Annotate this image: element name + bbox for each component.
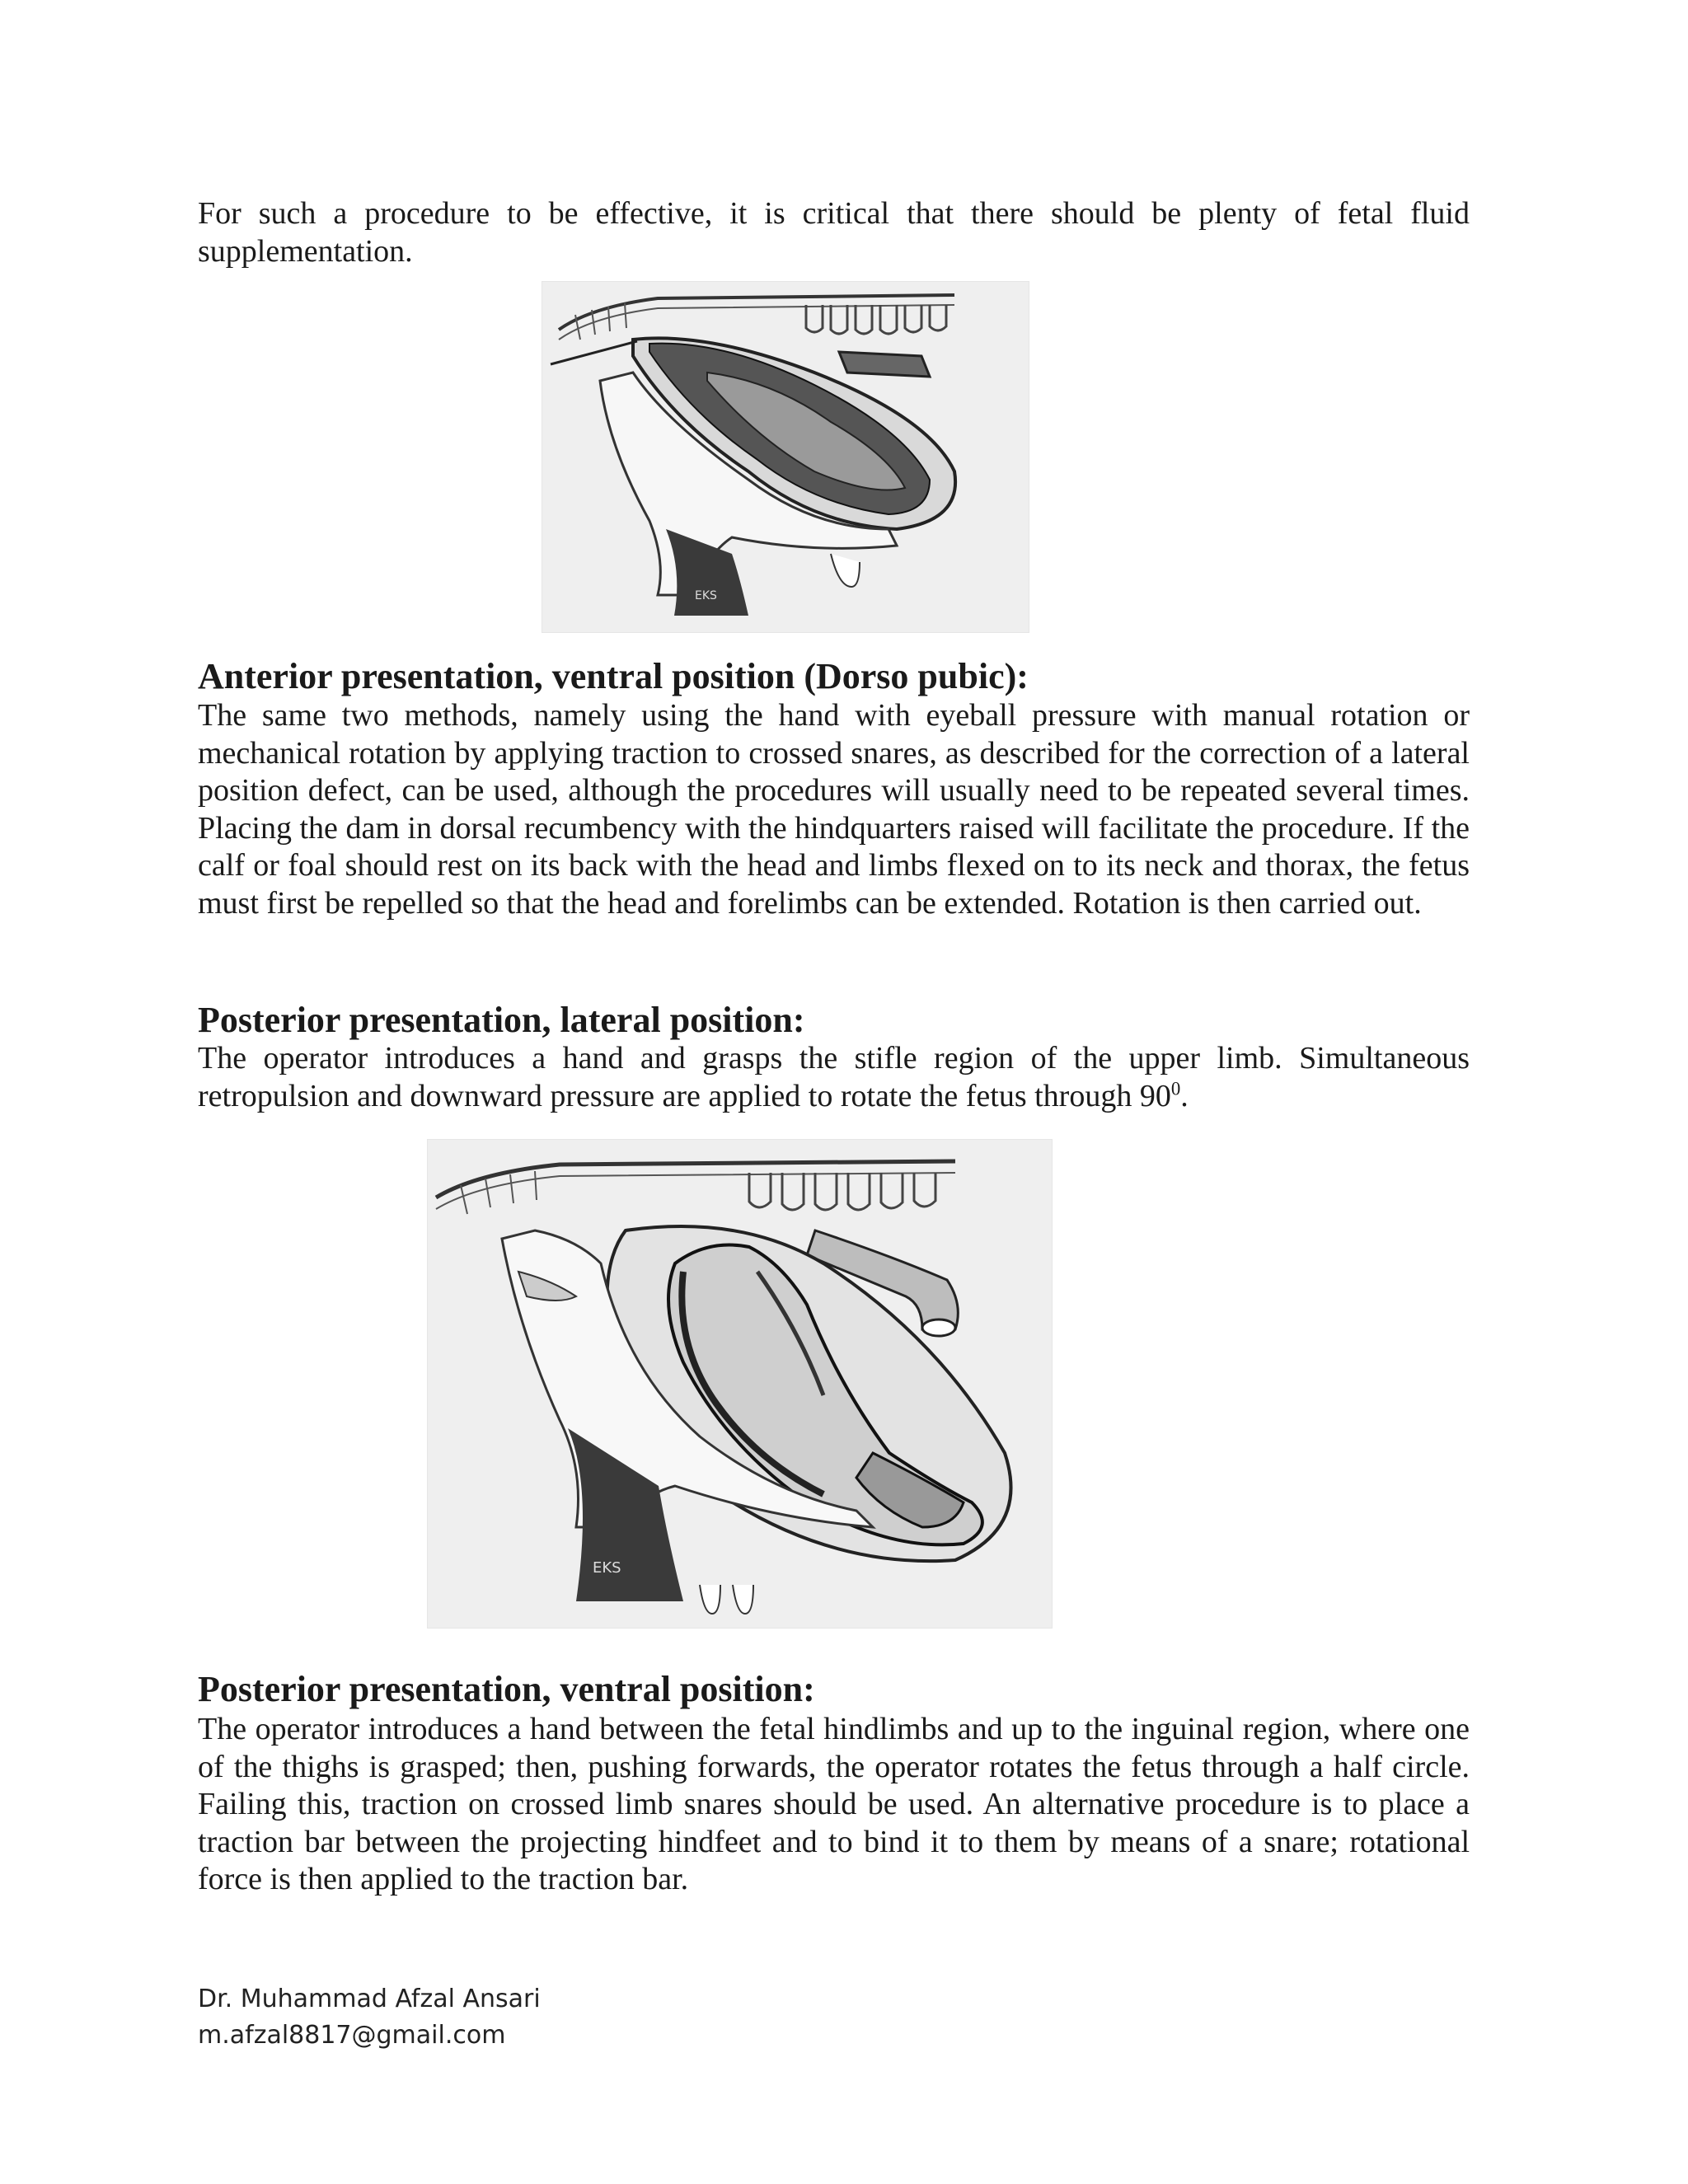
artist-signature: EKS — [695, 589, 717, 602]
intro-paragraph: For such a procedure to be effective, it is critical that there should be plenty of fetal fluid supplementation. — [198, 196, 1470, 269]
footer-author: Dr. Muhammad Afzal Ansari — [198, 1985, 541, 2013]
heading-anterior-ventral: Anterior presentation, ventral position (Dorso pubic): — [198, 656, 1029, 696]
paragraph-posterior-ventral: The operator introduces a hand between the fetal hindlimbs and up to the inguinal region, where one of the thighs is grasped; then, pushing forwards, the operator rotates the fetus through a half circle. Failing this, traction on crossed limb snares should be used. An alternative procedure is to place a traction bar between the projecting hindfeet and to bind it to them by means of a snare; rotational force is then applied to the traction bar. — [198, 1712, 1470, 1896]
paragraph-anterior-ventral: The same two methods, namely using the hand with eyeball pressure with manual rotation or mechanical rotation by applying traction to crossed snares, as described for the correction of a lateral position defect, can be used, although the procedures will usually need to be repeated several times. Placing the dam in dorsal recumbency with the hindquarters raised will facilitate the procedure. If the calf or foal should rest on its back with the head and limbs flexed on to its neck and thorax, the fetus must first be repelled so that the head and forelimbs can be extended. Rotation is then carried out. — [198, 698, 1470, 921]
heading-posterior-ventral: Posterior presentation, ventral position: — [198, 1669, 815, 1709]
heading-posterior-lateral: Posterior presentation, lateral position: — [198, 1000, 805, 1040]
figure-posterior-lateral-illustration — [427, 1139, 1053, 1629]
paragraph-posterior-lateral: The operator introduces a hand and grasps the stifle region of the upper limb. Simultaneous retropulsion and downward pressure are applied to rotate the fetus through $90^0$. — [198, 1041, 1470, 1113]
figure-anterior-lateral-illustration — [542, 281, 1029, 633]
artist-signature: EKS — [593, 1559, 621, 1577]
footer-email: m.afzal8817@gmail.com — [198, 2021, 506, 2050]
